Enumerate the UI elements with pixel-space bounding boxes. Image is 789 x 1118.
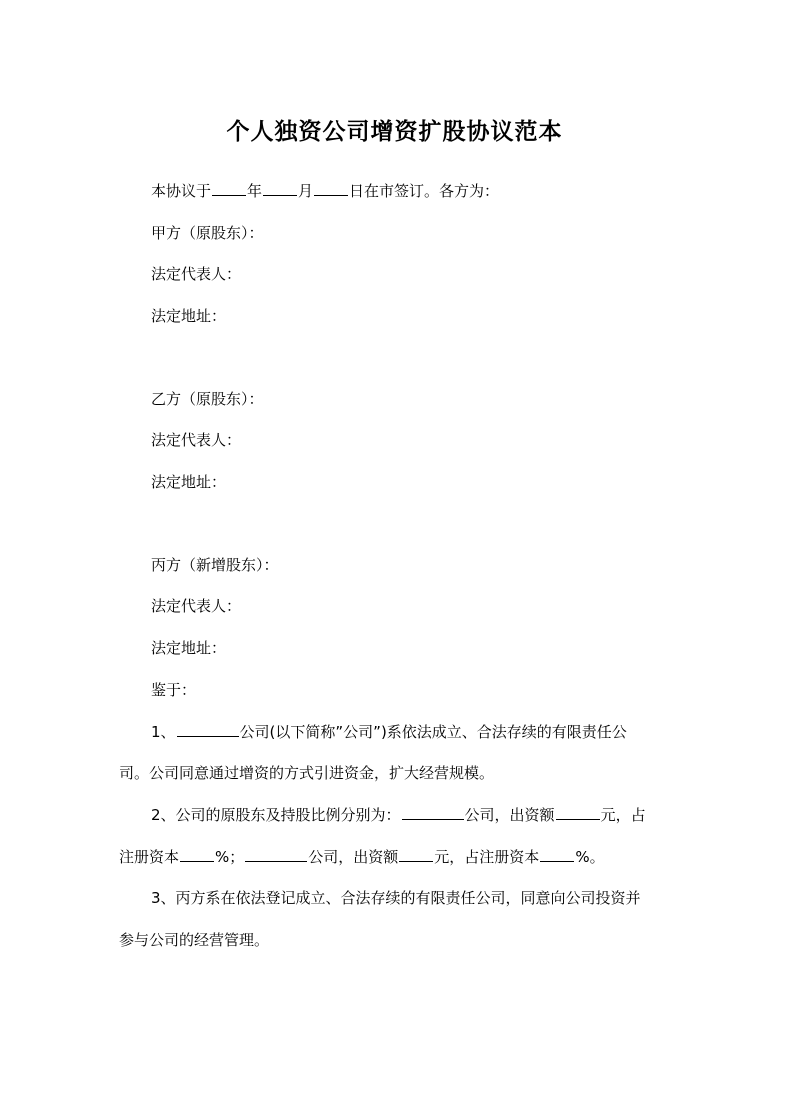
whereas-heading: 鉴于： [151,681,197,699]
day-blank [314,180,348,196]
intro-line [151,180,499,202]
percent-1-blank [180,846,214,862]
shareholder-2-blank [245,846,307,862]
clause-2-start: 2、公司的原股东及持股比例分别为： 公司，出资额 元，占 [151,806,646,824]
party-b-address: 法定地址： [151,473,227,491]
party-a-rep: 法定代表人： [151,265,242,283]
intro-text: 本协议于 [151,182,212,200]
month-blank [263,180,297,196]
party-a-heading: 甲方（原股东）： [151,224,264,242]
clause-2-line-2: 注册资本 %； 公司，出资额 元，占注册资本 %。 [119,848,605,866]
clause-1-line-2: 司。公司同意通过增资的方式引进资金，扩大经营规模。 [119,764,495,782]
month-label: 月 [298,182,314,200]
year-label: 年 [247,182,263,200]
shareholder-1-blank [402,804,464,820]
clause-2-line-1 [151,804,670,826]
intro-tail: 日在市签订。各方为： [349,182,500,200]
capital-1-blank [556,804,600,820]
party-b-heading: 乙方（原股东）： [151,390,264,408]
document-title: 个人独资公司增资扩股协议范本 [226,118,563,145]
party-b-rep: 法定代表人： [151,431,242,449]
company-name-blank [177,721,239,737]
clause-3-line-2: 参与公司的经营管理。 [119,931,270,949]
party-a-address: 法定地址： [151,307,227,325]
party-c-heading: 丙方（新增股东）： [151,556,279,574]
clause-1-start: 1、 公司(以下简称”公司”)系依法成立、合法存续的有限责任公 [151,723,627,741]
clause-3-line-1: 3、丙方系在依法登记成立、合法存续的有限责任公司，同意向公司投资并 [151,889,641,907]
year-blank [212,180,246,196]
percent-2-blank [540,846,574,862]
party-c-address: 法定地址： [151,639,227,657]
party-c-rep: 法定代表人： [151,597,242,615]
capital-2-blank [399,846,433,862]
clause-1-line-1 [151,721,670,743]
